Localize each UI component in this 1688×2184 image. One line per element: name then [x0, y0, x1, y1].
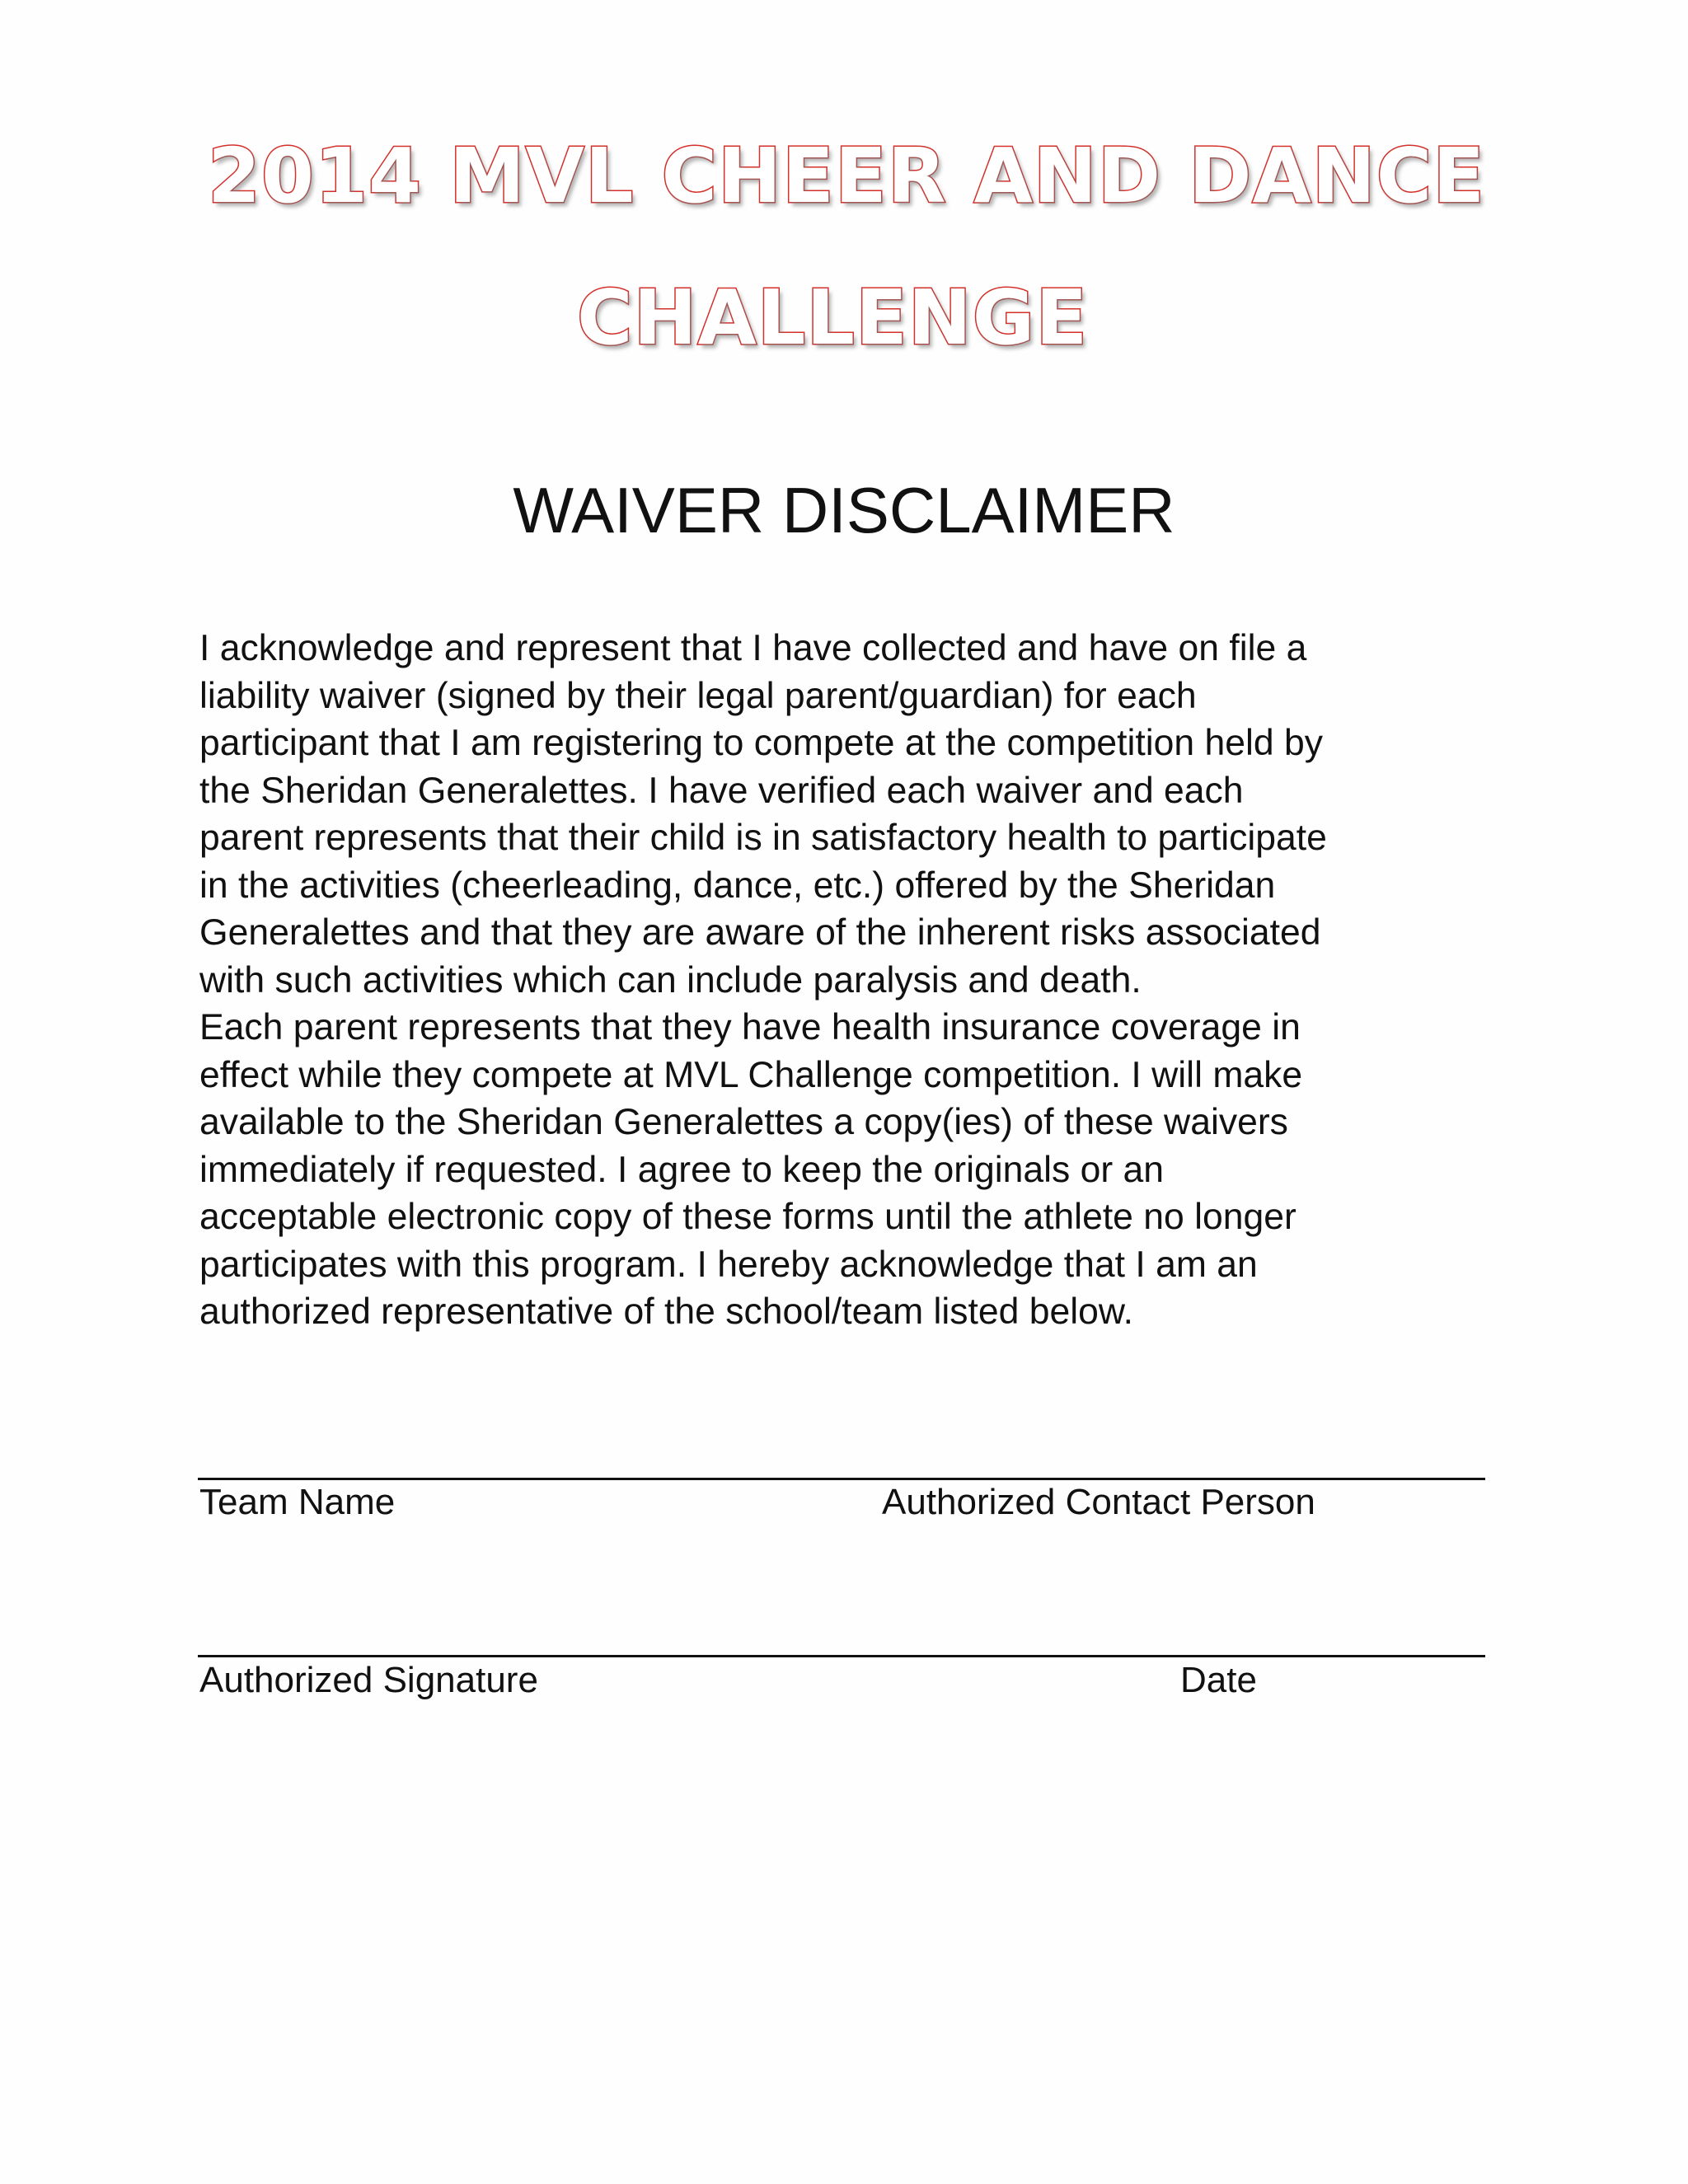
waiver-paragraph-2: Each parent represents that they have health insurance coverage in effect while they compete at MVL Challenge competition. I will make available to the Sheridan Generalettes a copy(ies) of these waivers immediately if requested. I agree to keep the originals or an acceptable electronic copy of these forms until the athlete no longer participates with this program. I hereby acknowledge that I am an authorized representative of the school/team listed below.: [199, 1007, 1303, 1332]
document-title-line-1: 2014 MVL CHEER AND DANCE: [208, 132, 1486, 220]
team-contact-signature-line: [198, 1478, 1485, 1480]
date-label: Date: [1180, 1660, 1257, 1700]
document-title-line-2: CHALLENGE: [577, 274, 1089, 362]
waiver-paragraph-1: I acknowledge and represent that I have collected and have on file a liability waiver (signed by their legal parent/guardian) for each participant that I am registering to compete at the competition held by the Sheridan Generalettes. I have verified each waiver and each parent represents that their child is in satisfactory health to participate in the activities (cheerleading, dance, etc.) offered by the Sheridan Generalettes and that they are aware of the inherent risks associated with such activities which can include paralysis and death.: [199, 628, 1327, 1001]
signature-date-line: [198, 1655, 1485, 1657]
authorized-signature-label: Authorized Signature: [199, 1660, 538, 1700]
waiver-heading: WAIVER DISCLAIMER: [513, 474, 1175, 546]
waiver-body: [199, 625, 1518, 1336]
team-name-label: Team Name: [199, 1482, 396, 1522]
contact-person-label: Authorized Contact Person: [882, 1482, 1315, 1522]
